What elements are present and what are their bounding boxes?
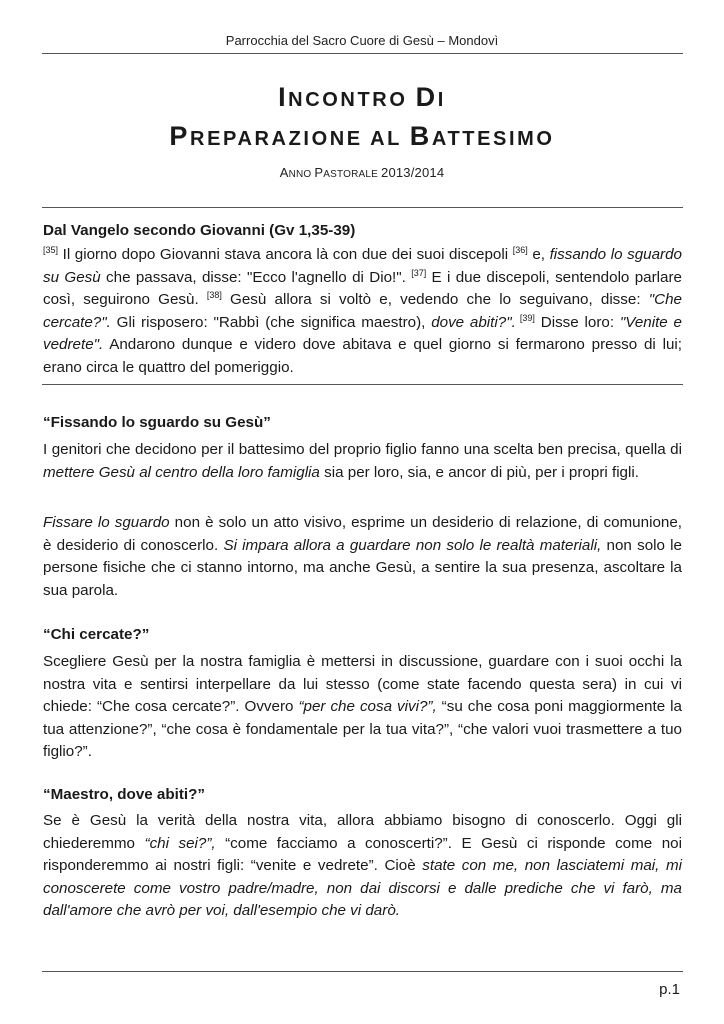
section-fissando-paragraph-1: I genitori che decidono per il battesimo del proprio figlio fanno una scelta ben precisa, quella di mettere Gesù al centro della loro famiglia sia per loro, sia, e ancor di più, per i propri figli. [43, 441, 682, 481]
page-header: Parrocchia del Sacro Cuore di Gesù – Mondovì [225, 33, 499, 48]
gospel-heading: Dal Vangelo secondo Giovanni (Gv 1,35-39) [43, 222, 356, 239]
footer-rule [42, 971, 683, 972]
subtitle: ANNO PASTORALE 2013/2014 [279, 165, 445, 180]
header-rule [42, 53, 683, 54]
section-heading-maestro: “Maestro, dove abiti?” [43, 786, 206, 803]
section-heading-chi-cercate: “Chi cercate?” [43, 626, 150, 643]
section-heading-fissando: “Fissando lo sguardo su Gesù” [43, 414, 271, 431]
gospel-text: [35] Il giorno dopo Giovanni stava ancora là con due dei suoi discepoli [36] e, fissando lo sguardo su Gesù che passava, disse: "Ecco l'agnello di Dio!". [37] E i due discepoli, sentendolo parlare così, seguirono Gesù. [38] Gesù allora si voltò e, vedendo che lo seguivano, disse: "Che cercate?". Gli risposero: "Rabbì (che significa maestro), dove abiti?". [39] Disse loro: "Venite e vedrete". Andarono dunque e videro dove abitava e quel giorno si fermarono presso di lui; erano circa le quattro del pomeriggio. [43, 245, 682, 376]
section-fissando-paragraph-2: Fissare lo sguardo non è solo un atto visivo, esprime un desiderio di relazione, di comunione, è desiderio di conoscerlo. Si impara allora a guardare non solo le realtà materiali, non solo le persone fisiche che ci stanno intorno, ma anche Gesù, a sentire la sua presenza, ascoltare la sua parola. [43, 514, 683, 599]
section-maestro-paragraph: Se è Gesù la verità della nostra vita, allora abbiamo bisogno di conoscerlo. Oggi gli chiederemmo “chi sei?”, “come facciamo a conoscerti?”. E Gesù ci risponde come noi risponderemmo ai nostri figli: “venite e vedrete”. Cioè state con me, non lasciatemi mai, mi conoscerete come vostro padre/madre, non dai discorsi e dalle prediche che vi farò, ma dall'amore che avrò per voi, dall'esempio che vi darò. [43, 812, 682, 920]
title-line-1: INCONTRO DI [278, 82, 446, 112]
gospel-top-rule [42, 207, 683, 208]
page-number: p.1 [659, 981, 680, 998]
section-chi-cercate-paragraph: Scegliere Gesù per la nostra famiglia è mettersi in discussione, guardare con i suoi occhi la nostra vita e sentirsi interpellare da lui stesso (come state facendo questa sera) in cui vi chiede: “Che cosa cercate?”. Ovvero “per che cosa vivi?”, “su che cosa poni maggiormente la tua attenzione?”, “che cosa è fondamentale per la tua vita?”, “che valori vuoi trasmettere a tuo figlio?”. [43, 653, 682, 761]
gospel-bottom-rule [42, 384, 683, 385]
title-line-2: PREPARAZIONE AL BATTESIMO [169, 121, 555, 151]
